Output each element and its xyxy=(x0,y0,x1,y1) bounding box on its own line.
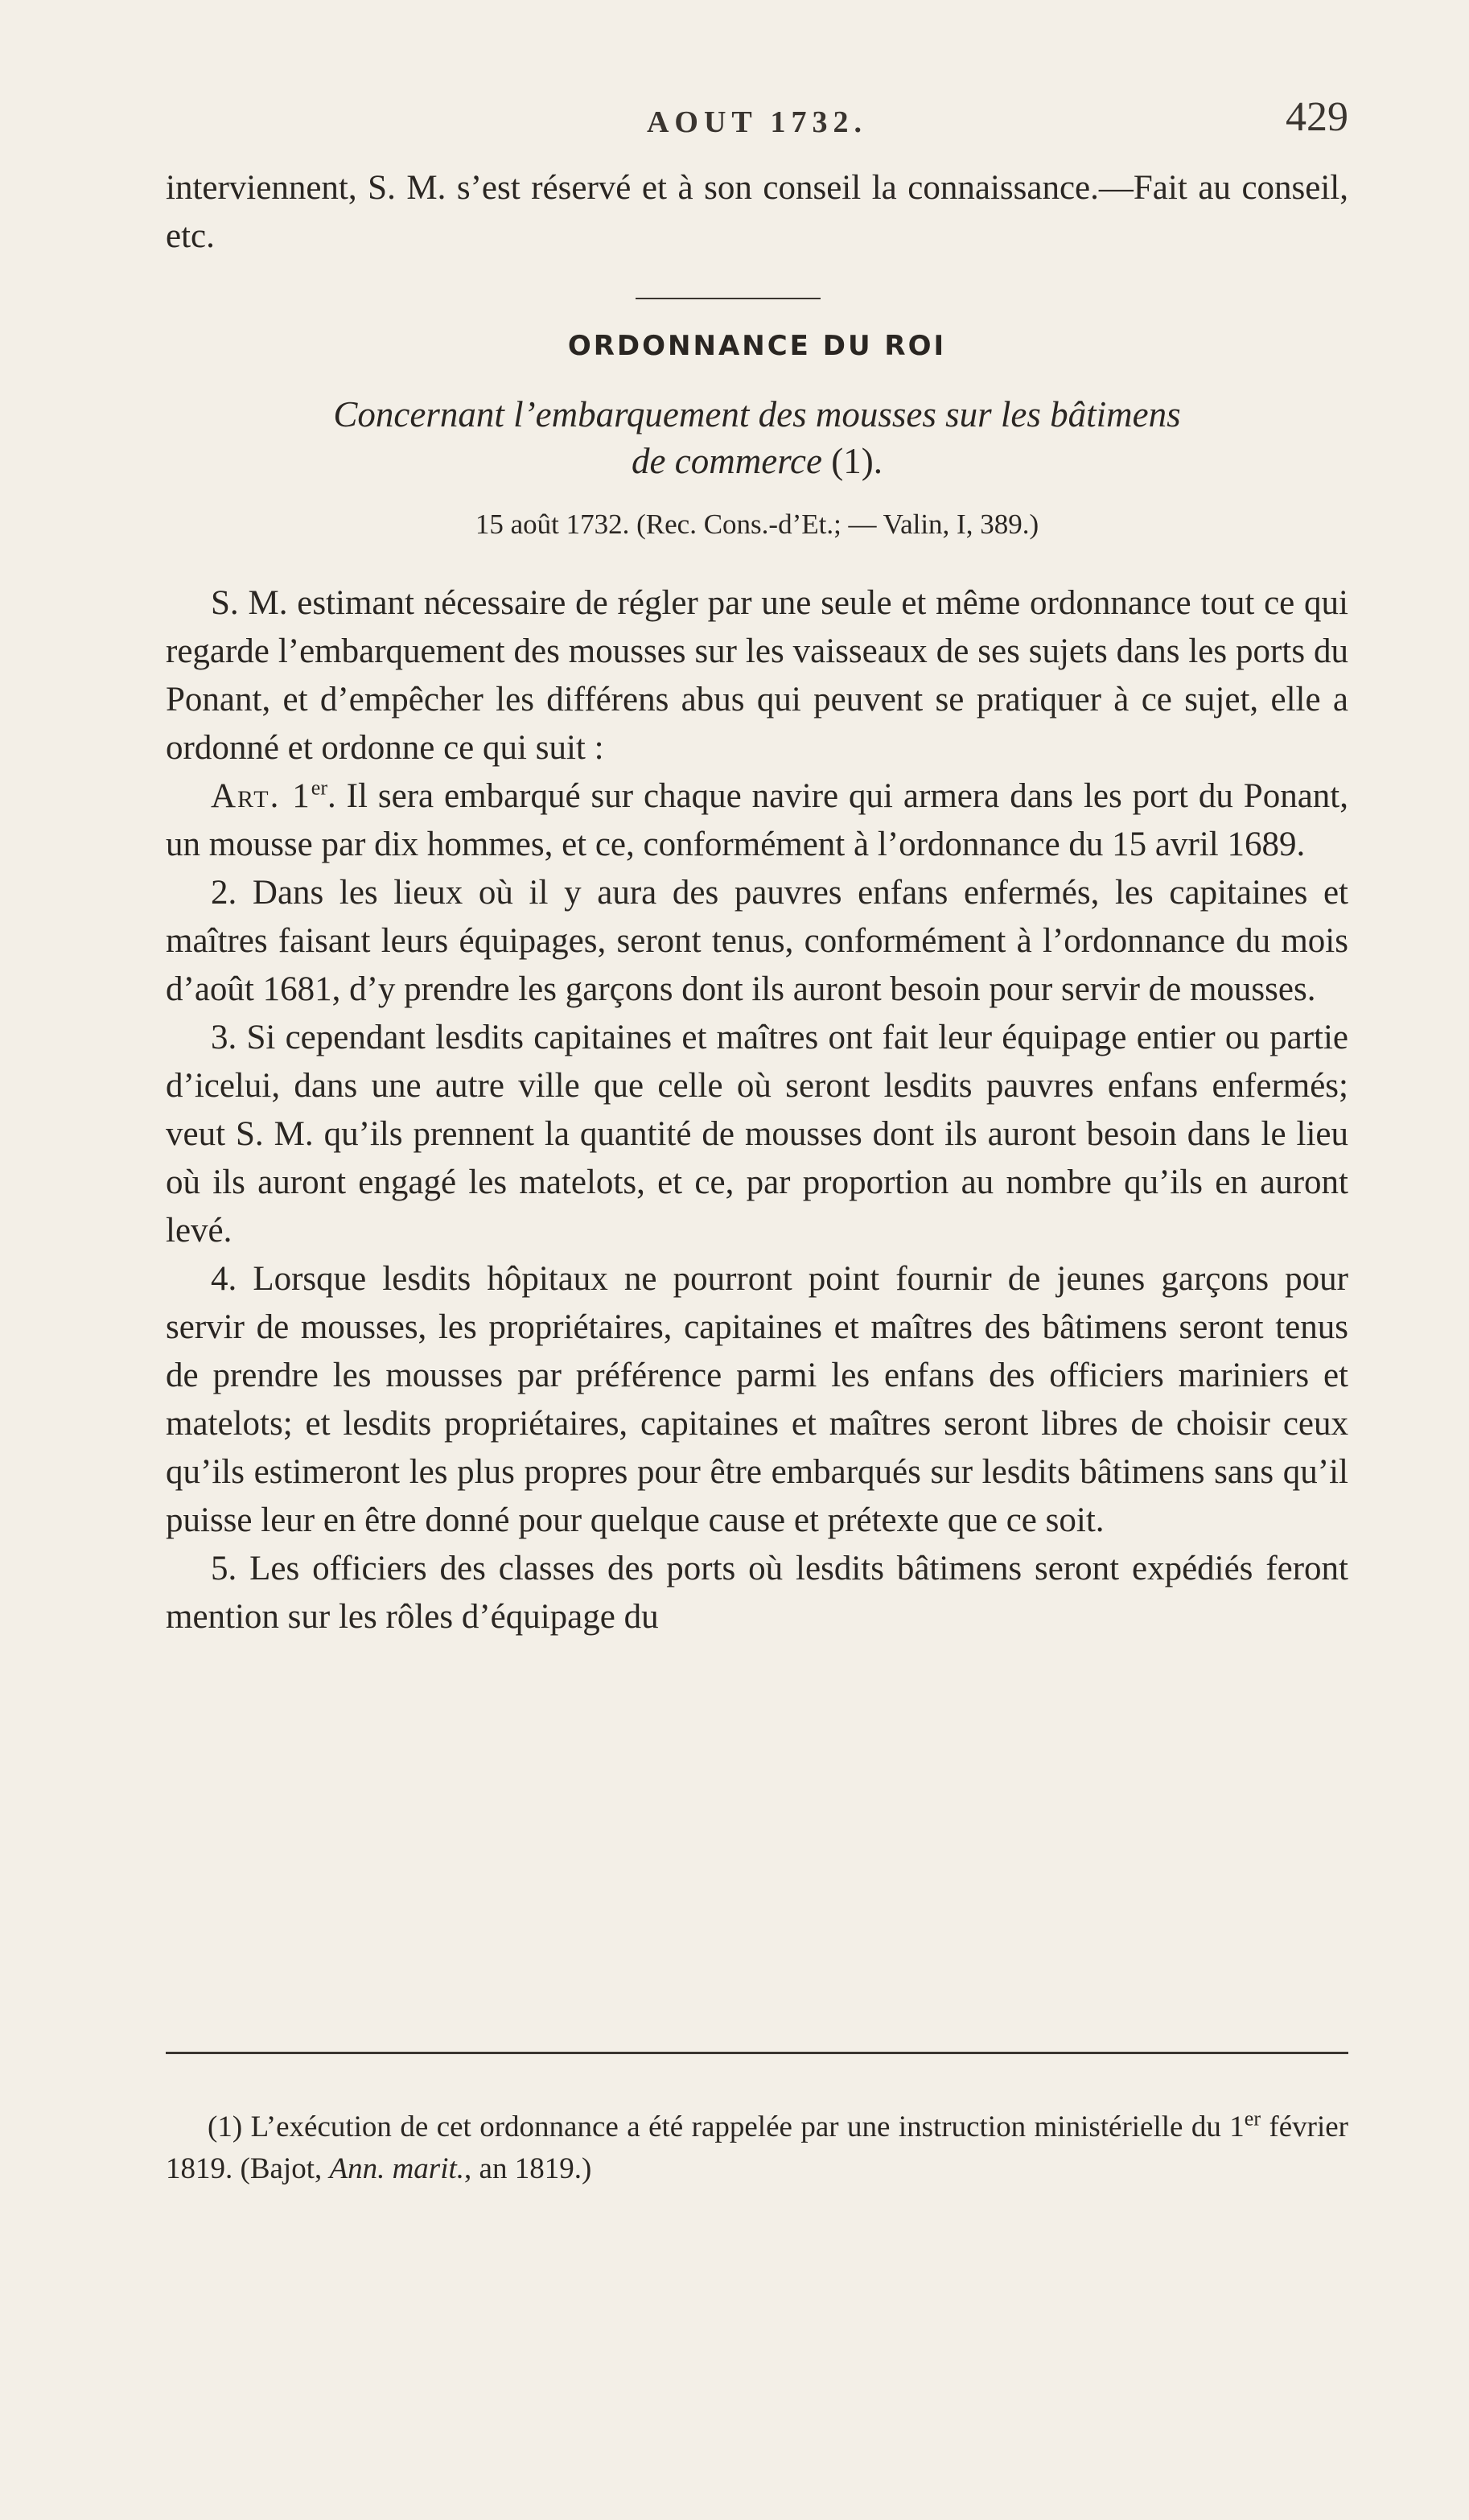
running-head xyxy=(166,93,1348,150)
article-1-label: Art. 1 xyxy=(211,777,311,815)
section-divider-short xyxy=(636,298,821,299)
ordonnance-body xyxy=(166,579,1348,1641)
source-citation: 15 août 1732. (Rec. Cons.-d’Et.; — Valin, I, 389.) xyxy=(475,509,1039,540)
article-4: 4. Lorsque lesdits hôpitaux ne pourront point fournir de jeunes garçons pour servir de mousses, les propriétaires, capitaines et maîtres des bâtimens seront tenus de prendre les mousses par préférence parmi les enfans des officiers mariniers et matelots; et lesdits propriétaires, capitaines et maîtres seront libres de choisir ceux qu’ils estimeront les plus propres pour être embarqués sur lesdits bâtimens sans qu’il puisse leur en être donné pour quelque cause et prétexte que ce soit. xyxy=(166,1260,1348,1539)
subtitle-line-1: Concernant l’embarquement des mousses sur les bâtimens xyxy=(333,394,1181,434)
running-title: AOUT 1732. xyxy=(646,105,868,139)
footnote-text-before: L’exécution de cet ordonnance a été rappelée par une instruction ministérielle du 1 xyxy=(250,2110,1245,2143)
ordonnance-heading: ORDONNANCE DU ROI xyxy=(567,330,947,362)
footnote-sup: er xyxy=(1244,2106,1261,2131)
footnote xyxy=(166,2106,1348,2190)
footnote-journal: Ann. marit. xyxy=(329,2152,465,2185)
carry-over-paragraph: interviennent, S. M. s’est réservé et à son conseil la connaissance.—Fait au conseil, etc. xyxy=(166,169,1348,255)
page-number: 429 xyxy=(1286,94,1348,140)
intro-paragraph: S. M. estimant nécessaire de régler par une seule et même ordonnance tout ce qui regarde l’embarquement des mousses sur les vaisseaux de ses sujets dans les ports du Ponant, et d’empêcher les différens abus qui peuvent se pratiquer à ce sujet, elle a ordonné et ordonne ce qui suit : xyxy=(166,584,1348,767)
footnote-text-mid: février 1819. (Bajot, xyxy=(166,2110,1349,2185)
article-1-sup: er xyxy=(311,776,327,800)
carry-over-text xyxy=(166,164,1348,261)
article-1-text: . Il sera embarqué sur chaque navire qui armera dans les port du Ponant, un mousse par dix hommes, et ce, conformément à l’ordonnance du 15 avril 1689. xyxy=(166,777,1348,863)
article-1 xyxy=(166,772,1348,869)
footnote-marker: (1) xyxy=(208,2110,243,2143)
footnote-reference: (1). xyxy=(831,441,883,481)
footnote-text-after: , an 1819.) xyxy=(464,2152,592,2185)
article-3: 3. Si cependant lesdits capitaines et maîtres ont fait leur équipage entier ou partie d’icelui, dans une autre ville que celle où seront lesdits pauvres enfans enfermés; veut S. M. qu’ils prennent la quantité de mousses dont ils auront besoin dans le lieu où ils auront engagé les matelots, et ce, par proportion au nombre qu’ils en auront levé. xyxy=(166,1019,1348,1250)
article-2: 2. Dans les lieux où il y aura des pauvres enfans enfermés, les capitaines et maîtres faisant leurs équipages, seront tenus, conformément à l’ordonnance du mois d’août 1681, d’y prendre les garçons dont ils auront besoin pour servir de mousses. xyxy=(166,874,1348,1008)
subtitle-line-2-text: de commerce xyxy=(632,441,822,481)
article-5: 5. Les officiers des classes des ports où lesdits bâtimens seront expédiés feront mention sur les rôles d’équipage du xyxy=(166,1550,1348,1636)
ordonnance-subtitle xyxy=(166,391,1348,484)
subtitle-line-2 xyxy=(166,438,1348,484)
footnote-divider xyxy=(166,2052,1348,2054)
